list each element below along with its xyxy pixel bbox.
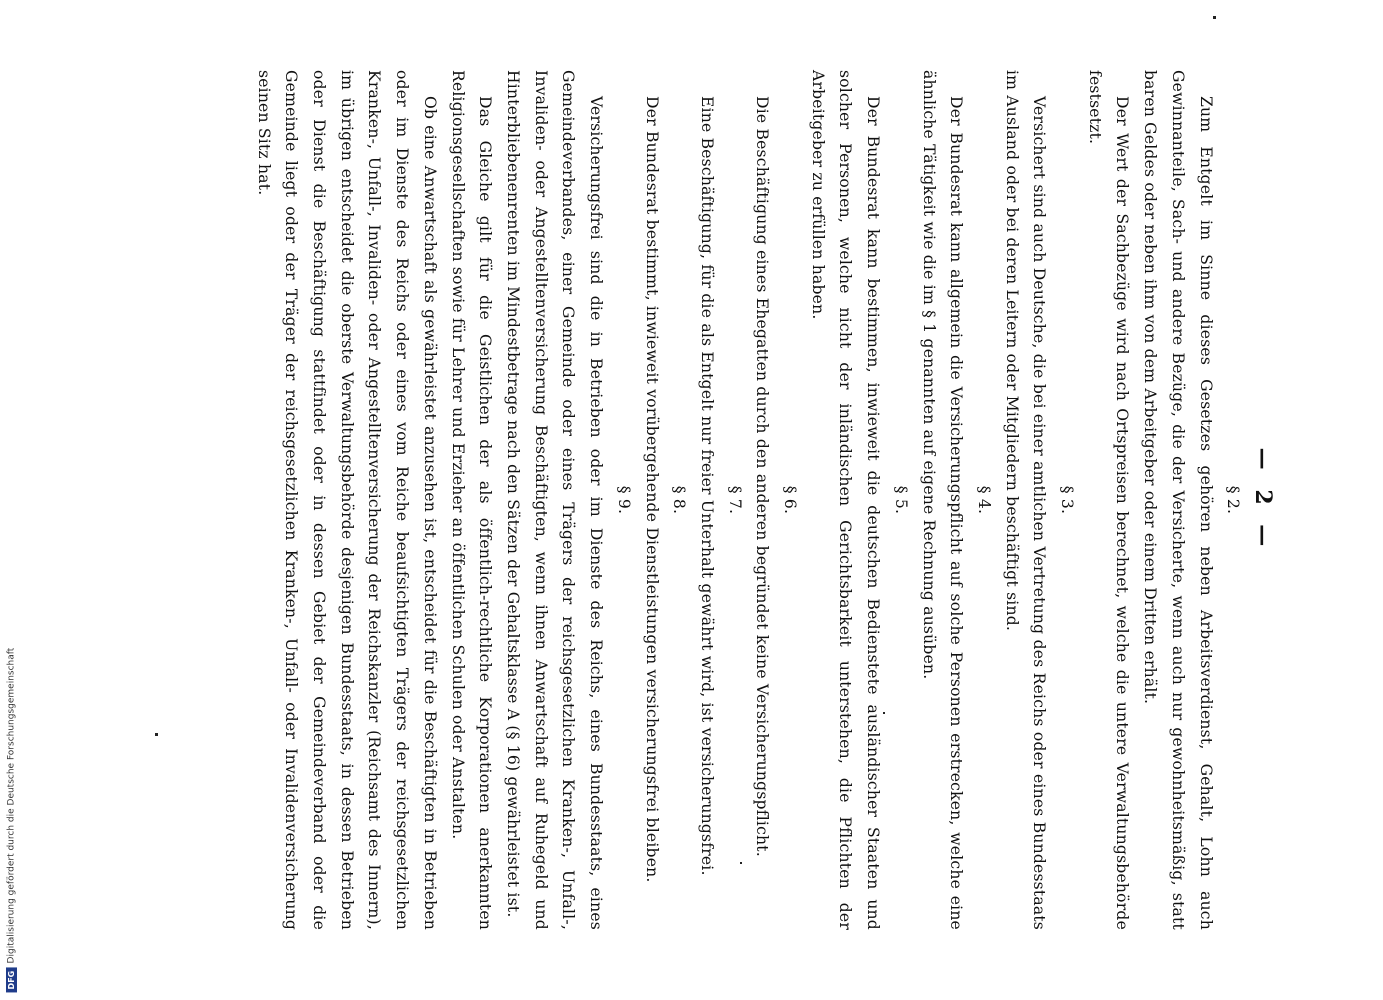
paragraph: Der Wert der Sachbezüge wird nach Ortspreisen berechnet, welche die untere Verwaltungsbehörde festsetzt.	[1085, 70, 1132, 930]
section-heading: § 3.	[1058, 485, 1077, 515]
paragraph: Die Beschäftigung eines Ehegatten durch den anderen begründet keine Versicherungspflicht.	[753, 96, 772, 857]
credit-text: Digitalisierung gefördert durch die Deutsche Forschungsgemeinschaft	[6, 647, 17, 964]
paragraph: Ob eine Anwartschaft als gewährleistet anzusehen ist, entscheidet für die Beschäftigten in Betrieben oder im Dienste des Reichs oder eines vom Reiche beaufsichtigten Trägers der reichsgesetzlichen Kranken-, Unfall-, Invaliden- oder Angestelltenversicherung der Reichskanzler (Reichsamt des Innern), im übrigen entscheidet die oberste Verwaltungsbehörde desjenigen Bundesstaats, in dessen Betrieben oder Dienst die Beschäftigung stattfindet oder in dessen Gebiet der Gemeindeverband oder die Gemeinde liegt oder der Träger der reichsgesetzlichen Kranken-, Unfall- oder Invalidenversicherung seinen Sitz hat.	[254, 70, 439, 930]
paragraph: Zum Entgelt im Sinne dieses Gesetzes gehören neben Arbeitsverdienst, Gehalt, Lohn auch Gewinnanteile, Sach- und andere Bezüge, die der Versicherte, wenn auch nur gewohnheitsmäßig, statt baren Geldes oder neben ihm von dem Arbeitgeber oder einem Dritten erhält.	[1141, 70, 1215, 930]
document-page	[76, 30, 1306, 970]
section-heading: § 9.	[614, 485, 633, 515]
paragraph: Der Bundesrat kann allgemein die Versicherungspflicht auf solche Personen erstrecken, welche eine ähnliche Tätigkeit wie die im § 1 genannten auf eigene Rechnung ausüben.	[919, 70, 966, 930]
section-heading: § 6.	[781, 485, 800, 515]
paragraph: Versichert sind auch Deutsche, die bei einer amtlichen Vertretung des Reichs oder eines Bundesstaats im Ausland oder bei deren Leitern oder Mitgliedern beschäftigt sind.	[1002, 70, 1049, 930]
paragraph: Der Bundesrat kann bestimmen, inwieweit die deutschen Bedienstete ausländischer Staaten und solcher Personen, welche nicht der inländischen Gerichtsbarkeit unterstehen, die Pflichten der Arbeitgeber zu erfüllen haben.	[808, 70, 883, 930]
scan-speck	[740, 862, 742, 864]
section-6	[748, 70, 803, 930]
section-heading: § 2.	[1224, 485, 1243, 515]
dfg-logo: DFG	[6, 967, 17, 992]
page-number: — 2 —	[1250, 447, 1276, 553]
paragraph: Versicherungsfrei sind die in Betrieben oder im Dienste des Reichs, eines Bundesstaats, eines Gemeindeverbandes, einer Gemeinde oder eines Trägers der reichsgesetzlichen Kranken-, Unfall-, Invaliden- oder Angestelltenversicherung Beschäftigten, wenn ihnen Anwartschaft auf Ruhegeld und Hinterbliebenenrenten im Mindestbetrage nach den Sätzen der Gehaltsklasse A (§ 16) gewährleistet ist.	[504, 70, 606, 930]
section-9	[249, 70, 637, 930]
paragraph: Das Gleiche gilt für die Geistlichen der als öffentlich-rechtliche Korporationen anerkannten Religionsgesellschaften sowie für Lehrer und Erzieher an öffentlichen Schulen oder Anstalten.	[448, 70, 495, 930]
section-5	[803, 70, 914, 930]
scan-speck	[1213, 16, 1216, 19]
section-heading: § 4.	[974, 485, 993, 515]
section-4	[914, 70, 997, 930]
section-8	[637, 70, 692, 930]
section-3	[997, 70, 1080, 930]
digitization-credit	[6, 648, 17, 992]
section-2	[1080, 70, 1246, 930]
scan-speck	[883, 712, 885, 714]
section-heading: § 5.	[891, 485, 910, 515]
paragraph: Der Bundesrat bestimmt, inwieweit vorübergehende Dienstleistungen versicherungsfrei bleiben.	[642, 96, 661, 883]
scan-speck	[155, 733, 158, 736]
section-7	[692, 70, 747, 930]
paragraph: Eine Beschäftigung, für die als Entgelt nur freier Unterhalt gewährt wird, ist versicherungsfrei.	[697, 96, 716, 876]
section-heading: § 8.	[670, 485, 689, 515]
section-heading: § 7.	[725, 485, 744, 515]
